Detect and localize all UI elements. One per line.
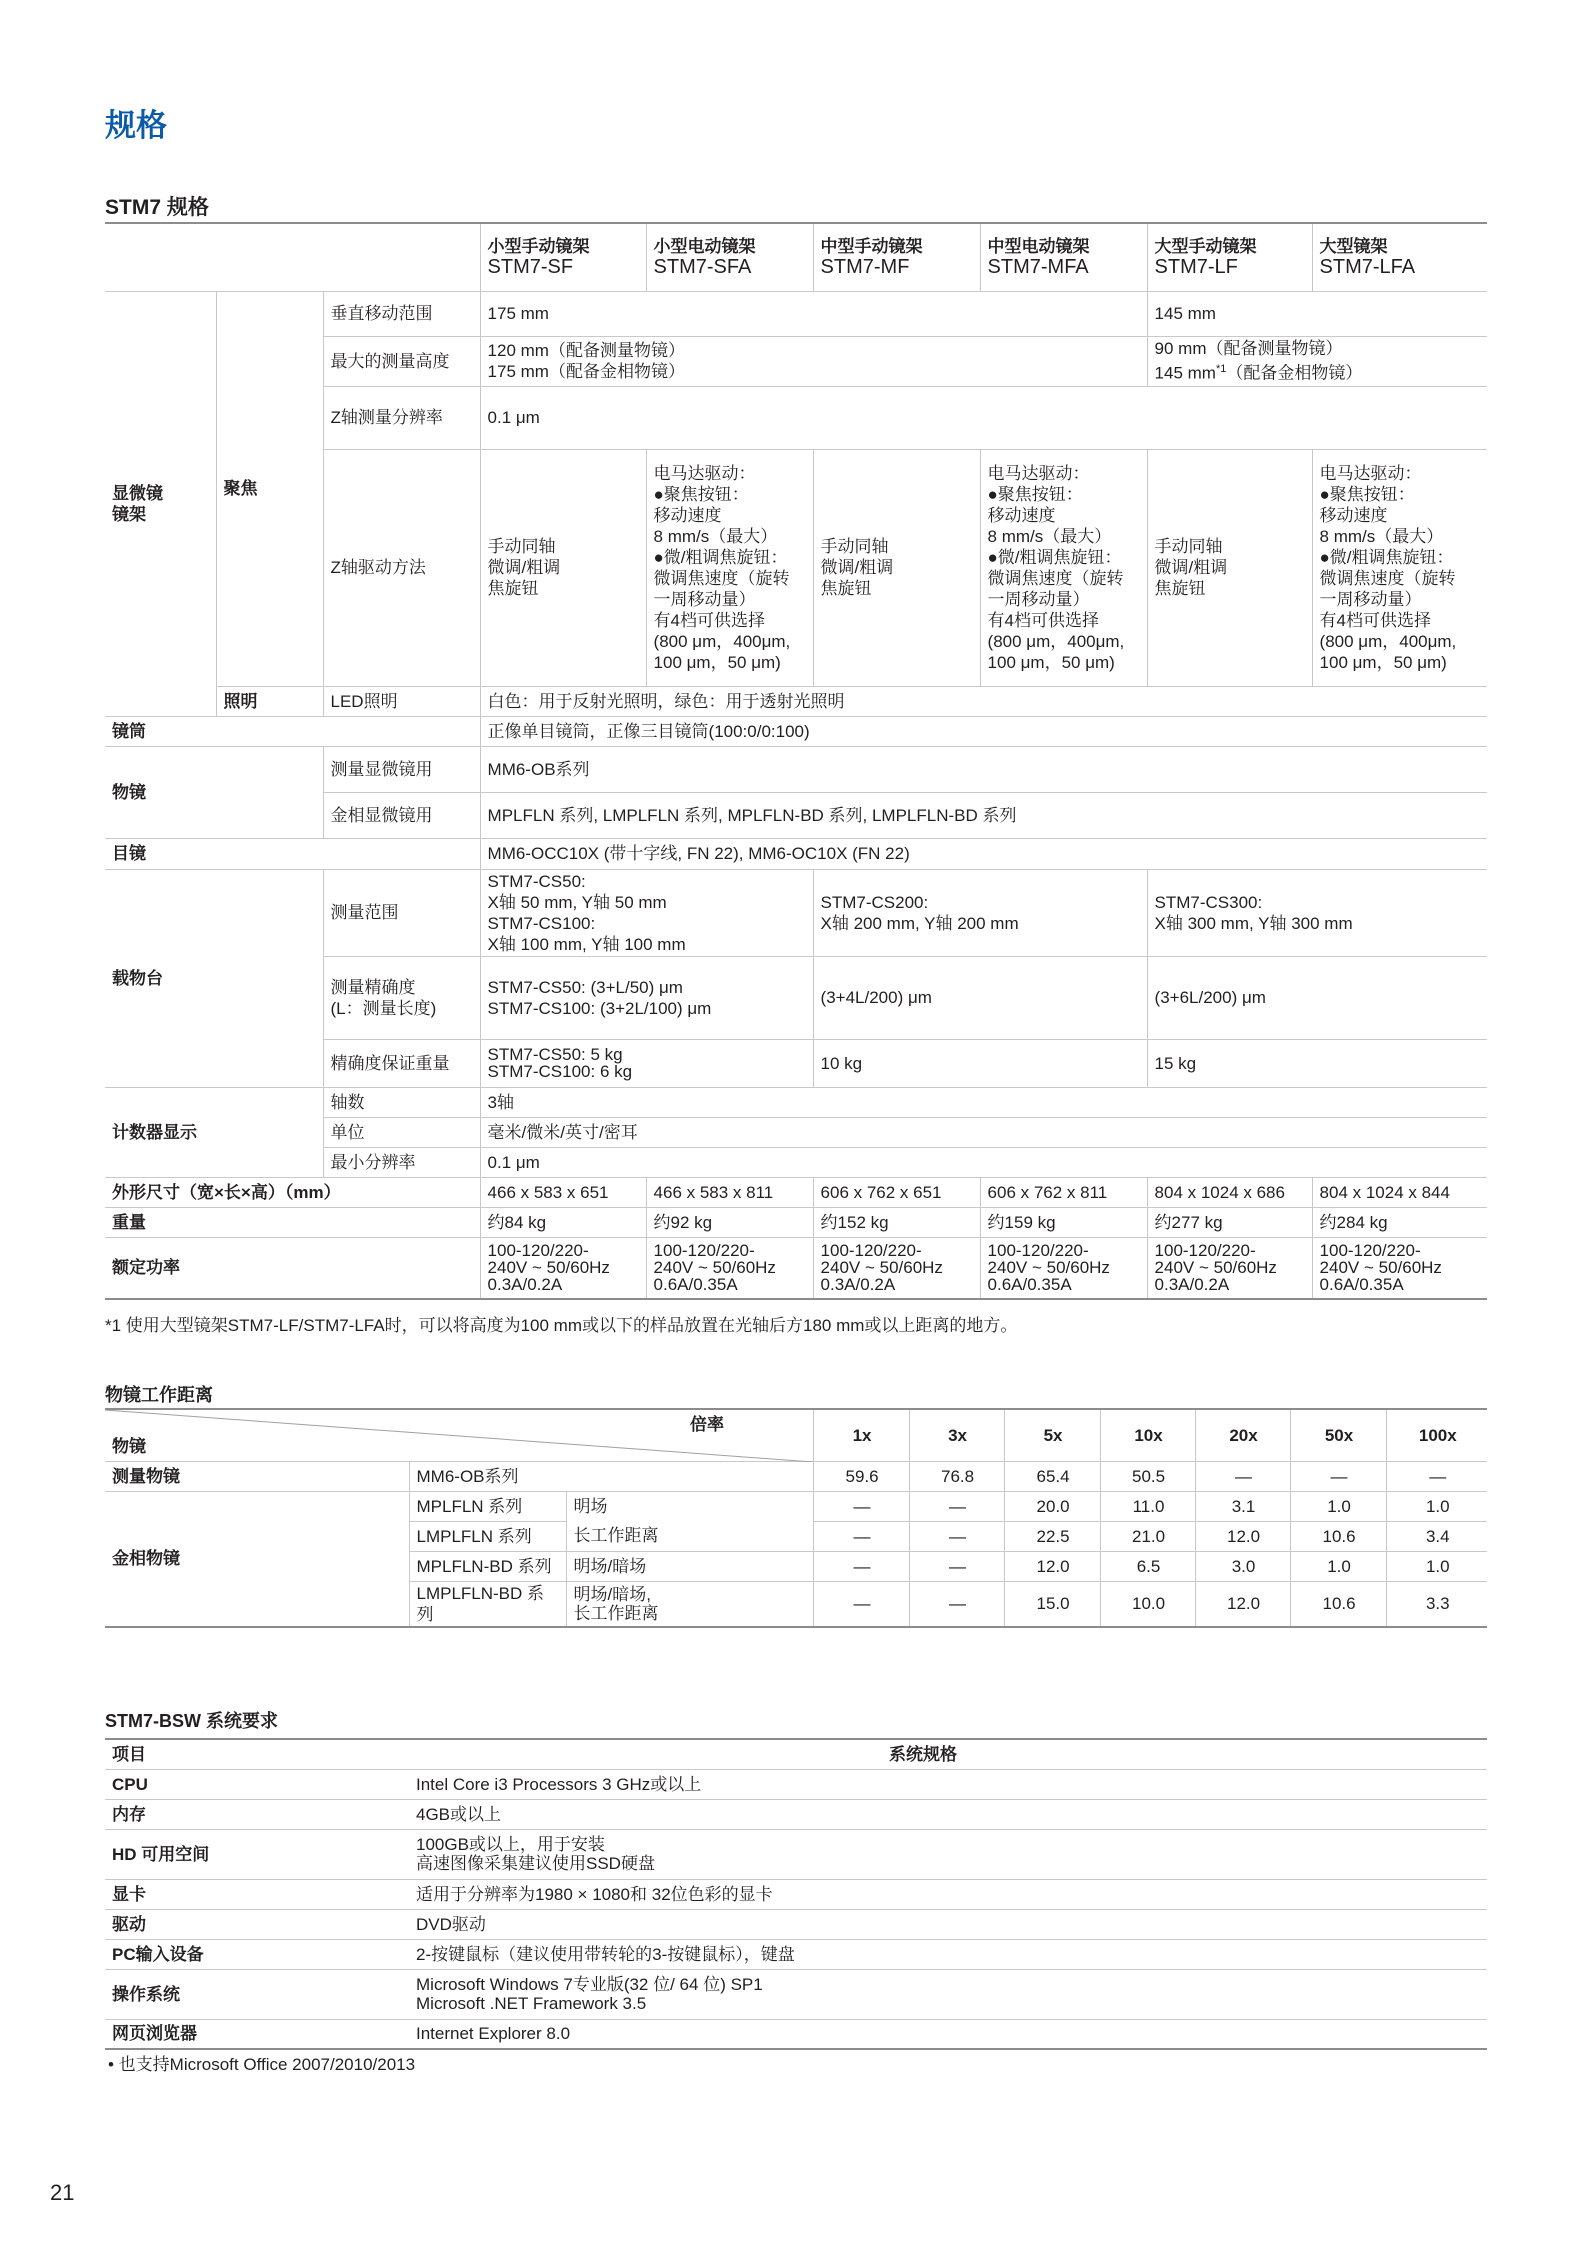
model-type: 大型手动镜架 [1154,237,1257,257]
sys-item: 网页浏览器 [105,2019,409,2049]
sys-spec: 100GB或以上，用于安装 高速图像采集建议使用SSD硬盘 [409,1829,1487,1879]
model-type: 小型手动镜架 [487,237,590,257]
label-min-res: 最小分辨率 [323,1147,480,1177]
wd-value: 3.3 [1386,1581,1487,1627]
value-eyepiece: MM6-OCC10X (带十字线, FN 22), MM6-OC10X (FN 22) [480,838,1487,869]
wd-value: 12.0 [1004,1551,1100,1581]
value-min-res: 0.1 μm [480,1147,1487,1177]
model-header-4 [1147,223,1312,291]
model-code: STM7-SFA [653,256,752,279]
label-z-drive: Z轴驱动方法 [323,449,480,686]
wd-value: — [909,1551,1004,1581]
value-stage-range-cs300: STM7-CS300: X轴 300 mm, Y轴 300 mm [1147,869,1487,956]
wd-value: 20.0 [1004,1491,1100,1521]
sys-spec: Microsoft Windows 7专业版(32 位/ 64 位) SP1 Microsoft .NET Framework 3.5 [409,1969,1487,2019]
value-dims: 804 x 1024 x 844 [1312,1177,1487,1207]
group-counter: 计数器显示 [105,1087,323,1177]
max-height-large-value: 145 mm [1154,363,1216,383]
model-code: STM7-LFA [1319,256,1416,279]
wd-value: 10.0 [1100,1581,1195,1627]
value-stage-load-mid: 10 kg [813,1039,1147,1087]
metal-type: 明场/暗场, 长工作距离 [566,1581,813,1627]
metal-series: MPLFLN-BD 系列 [409,1551,566,1581]
value-weight: 约159 kg [980,1207,1147,1237]
wd-value: 50.5 [1100,1461,1195,1491]
max-height-large-line2 [1155,359,1483,384]
value-dims: 606 x 762 x 651 [813,1177,980,1207]
sys-spec: Internet Explorer 8.0 [409,2019,1487,2049]
value-vertical-range-large: 145 mm [1147,291,1487,336]
value-z-drive-mfa: 电马达驱动： ●聚焦按钮： 移动速度 8 mm/s（最大） ●微/粗调焦旋钮： 微调焦速度（旋转 一周移动量） 有4档可供选择 (800 μm，400μm, 100 μm，50 μm) [980,449,1147,686]
label-axes: 轴数 [323,1087,480,1117]
max-height-large-note: （配备金相物镜） [1226,363,1363,383]
sys-spec: 4GB或以上 [409,1799,1487,1829]
wd-section-title: 物镜工作距离 [105,1385,213,1405]
value-weight: 约277 kg [1147,1207,1312,1237]
value-power: 100-120/220- 240V ~ 50/60Hz 0.3A/0.2A [480,1237,646,1299]
model-code: STM7-MFA [987,256,1089,279]
value-vertical-range-small-mid: 175 mm [480,291,1147,336]
sys-note: • 也支持Microsoft Office 2007/2010/2013 [108,2055,416,2074]
wd-value: — [909,1491,1004,1521]
value-dims: 606 x 762 x 811 [980,1177,1147,1207]
group-microscope-frame: 显微镜 镜架 [105,291,216,716]
wd-value: 65.4 [1004,1461,1100,1491]
value-weight: 约284 kg [1312,1207,1487,1237]
wd-value: 1.0 [1386,1491,1487,1521]
sys-item: 内存 [105,1799,409,1829]
model-type: 大型镜架 [1319,237,1388,257]
value-power: 100-120/220- 240V ~ 50/60Hz 0.6A/0.35A [980,1237,1147,1299]
wd-corner-bottom: 物镜 [112,1437,146,1456]
value-dims: 466 x 583 x 651 [480,1177,646,1207]
mag-header: 100x [1386,1409,1487,1461]
model-header-2 [813,223,980,291]
sys-item: HD 可用空间 [105,1829,409,1879]
wd-value: 6.5 [1100,1551,1195,1581]
group-power: 额定功率 [105,1237,480,1299]
group-tube: 镜筒 [105,716,480,746]
mag-header: 5x [1004,1409,1100,1461]
value-z-drive-sf: 手动同轴 微调/粗调 焦旋钮 [480,449,646,686]
wd-corner-cell [105,1409,813,1461]
metal-type: 长工作距离 [573,1525,659,1545]
wd-value: 10.6 [1290,1521,1386,1551]
metal-type: 明场/暗场 [566,1551,813,1581]
value-stage-range-cs200: STM7-CS200: X轴 200 mm, Y轴 200 mm [813,869,1147,956]
sys-header-spec: 系统规格 [409,1739,1487,1769]
wd-value: — [1386,1461,1487,1491]
value-power: 100-120/220- 240V ~ 50/60Hz 0.6A/0.35A [1312,1237,1487,1299]
sys-item: 操作系统 [105,1969,409,2019]
wd-value: — [813,1521,909,1551]
value-z-drive-mf: 手动同轴 微调/粗调 焦旋钮 [813,449,980,686]
model-header-5 [1312,223,1487,291]
wd-value: 12.0 [1195,1581,1290,1627]
group-focus: 聚焦 [216,291,323,686]
wd-value: — [1290,1461,1386,1491]
model-header-1 [646,223,813,291]
wd-value: 1.0 [1290,1491,1386,1521]
value-stage-load-large: 15 kg [1147,1039,1487,1087]
spec-section-title: STM7 规格 [105,196,209,219]
model-code: STM7-SF [487,256,574,279]
wd-value: 11.0 [1100,1491,1195,1521]
value-weight: 约152 kg [813,1207,980,1237]
metal-type-cell [566,1491,813,1551]
sys-spec: 2-按键鼠标（建议使用带转轮的3-按键鼠标），键盘 [409,1939,1487,1969]
value-max-height-large [1147,336,1487,386]
group-illumination: 照明 [216,686,323,716]
sys-item: CPU [105,1769,409,1799]
wd-value: 76.8 [909,1461,1004,1491]
wd-value: — [909,1581,1004,1627]
page-title: 规格 [105,108,167,143]
value-led: 白色：用于反射光照明，绿色：用于透射光照明 [480,686,1487,716]
working-distance-table [105,1408,1487,1628]
wd-value: 1.0 [1386,1551,1487,1581]
spec-table [105,222,1487,1300]
wd-value: — [813,1551,909,1581]
value-z-resolution: 0.1 μm [480,386,1487,449]
sys-header-item: 项目 [105,1739,409,1769]
label-z-resolution: Z轴测量分辨率 [323,386,480,449]
metal-type: 明场 [573,1496,608,1516]
footnote-marker: *1 [1215,363,1227,376]
value-obj-meas: MM6-OB系列 [480,746,1487,792]
mag-header: 1x [813,1409,909,1461]
model-code: STM7-LF [1154,256,1238,279]
label-stage-range: 测量范围 [323,869,480,956]
value-weight: 约84 kg [480,1207,646,1237]
mag-header: 50x [1290,1409,1386,1461]
sys-item: 显卡 [105,1879,409,1909]
wd-value: 3.4 [1386,1521,1487,1551]
sys-item: PC输入设备 [105,1939,409,1969]
value-obj-metal: MPLFLN 系列, LMPLFLN 系列, MPLFLN-BD 系列, LMPLFLN-BD 系列 [480,792,1487,838]
metal-series: MPLFLN 系列 [409,1491,566,1521]
wd-value: — [1195,1461,1290,1491]
wd-value: 10.6 [1290,1581,1386,1627]
value-axes: 3轴 [480,1087,1487,1117]
max-height-large-line1: 90 mm（配备测量物镜） [1154,339,1343,359]
value-dims: 466 x 583 x 811 [646,1177,813,1207]
model-header-0 [480,223,646,291]
mag-header: 10x [1100,1409,1195,1461]
sys-item: 驱动 [105,1909,409,1939]
value-weight: 约92 kg [646,1207,813,1237]
value-stage-range-cs50: STM7-CS50: X轴 50 mm, Y轴 50 mm STM7-CS100: X轴 100 mm, Y轴 100 mm [480,869,813,956]
page-number: 21 [50,2180,75,2205]
wd-value: 1.0 [1290,1551,1386,1581]
label-obj-meas: 测量显微镜用 [323,746,480,792]
value-stage-accuracy-mid: (3+4L/200) μm [813,956,1147,1039]
sys-spec: 适用于分辨率为1980 × 1080和 32位色彩的显卡 [409,1879,1487,1909]
value-power: 100-120/220- 240V ~ 50/60Hz 0.3A/0.2A [1147,1237,1312,1299]
wd-value: 22.5 [1004,1521,1100,1551]
mag-header: 20x [1195,1409,1290,1461]
sys-spec: DVD驱动 [409,1909,1487,1939]
value-z-drive-sfa: 电马达驱动： ●聚焦按钮： 移动速度 8 mm/s（最大） ●微/粗调焦旋钮： 微调焦速度（旋转 一周移动量） 有4档可供选择 (800 μm，400μm, 100 μm，50 μm) [646,449,813,686]
group-dimensions: 外形尺寸（宽×长×高）（mm） [105,1177,480,1207]
value-power: 100-120/220- 240V ~ 50/60Hz 0.3A/0.2A [813,1237,980,1299]
label-led: LED照明 [323,686,480,716]
label-vertical-range: 垂直移动范围 [323,291,480,336]
wd-corner-top: 倍率 [690,1415,724,1434]
value-tube: 正像单目镜筒，正像三目镜筒(100:0/0:100) [480,716,1487,746]
wd-value: — [813,1491,909,1521]
model-header-3 [980,223,1147,291]
label-stage-accuracy: 测量精确度 (L：测量长度) [323,956,480,1039]
value-z-drive-lf: 手动同轴 微调/粗调 焦旋钮 [1147,449,1312,686]
model-code: STM7-MF [820,256,910,279]
value-stage-load-small: STM7-CS50: 5 kg STM7-CS100: 6 kg [480,1039,813,1087]
wd-value: 59.6 [813,1461,909,1491]
group-meas-objective: 测量物镜 [105,1461,409,1491]
sys-section-title: STM7-BSW 系统要求 [105,1711,278,1731]
wd-value: — [909,1521,1004,1551]
value-power: 100-120/220- 240V ~ 50/60Hz 0.6A/0.35A [646,1237,813,1299]
wd-value: 12.0 [1195,1521,1290,1551]
spec-header-blank [105,223,480,291]
label-unit: 单位 [323,1117,480,1147]
model-type: 小型电动镜架 [653,237,756,257]
value-unit: 毫米/微米/英寸/密耳 [480,1117,1487,1147]
metal-series: LMPLFLN 系列 [409,1521,566,1551]
system-requirements-table [105,1738,1487,2050]
group-metal-objective: 金相物镜 [105,1491,409,1627]
metal-series: LMPLFLN-BD 系列 [409,1581,566,1627]
wd-value: 3.1 [1195,1491,1290,1521]
group-objective: 物镜 [105,746,323,838]
label-obj-metal: 金相显微镜用 [323,792,480,838]
model-type: 中型电动镜架 [987,237,1090,257]
value-max-height-small-mid: 120 mm（配备测量物镜） 175 mm（配备金相物镜） [480,336,1147,386]
model-type: 中型手动镜架 [820,237,923,257]
spec-footnote: *1 使用大型镜架STM7-LF/STM7-LFA时，可以将高度为100 mm或以下的样品放置在光轴后方180 mm或以上距离的地方。 [105,1316,1018,1335]
value-stage-accuracy-small: STM7-CS50: (3+L/50) μm STM7-CS100: (3+2L/100) μm [480,956,813,1039]
group-stage: 载物台 [105,869,323,1087]
wd-value: 3.0 [1195,1551,1290,1581]
group-weight: 重量 [105,1207,480,1237]
value-stage-accuracy-large: (3+6L/200) μm [1147,956,1487,1039]
value-z-drive-lfa: 电马达驱动： ●聚焦按钮： 移动速度 8 mm/s（最大） ●微/粗调焦旋钮： 微调焦速度（旋转 一周移动量） 有4档可供选择 (800 μm，400μm, 100 μm，50 μm) [1312,449,1487,686]
value-dims: 804 x 1024 x 686 [1147,1177,1312,1207]
wd-value: 15.0 [1004,1581,1100,1627]
sys-spec: Intel Core i3 Processors 3 GHz或以上 [409,1769,1487,1799]
label-stage-load: 精确度保证重量 [323,1039,480,1087]
wd-value: 21.0 [1100,1521,1195,1551]
label-max-height: 最大的测量高度 [323,336,480,386]
group-eyepiece: 目镜 [105,838,480,869]
mag-header: 3x [909,1409,1004,1461]
wd-value: — [813,1581,909,1627]
meas-series: MM6-OB系列 [409,1461,813,1491]
